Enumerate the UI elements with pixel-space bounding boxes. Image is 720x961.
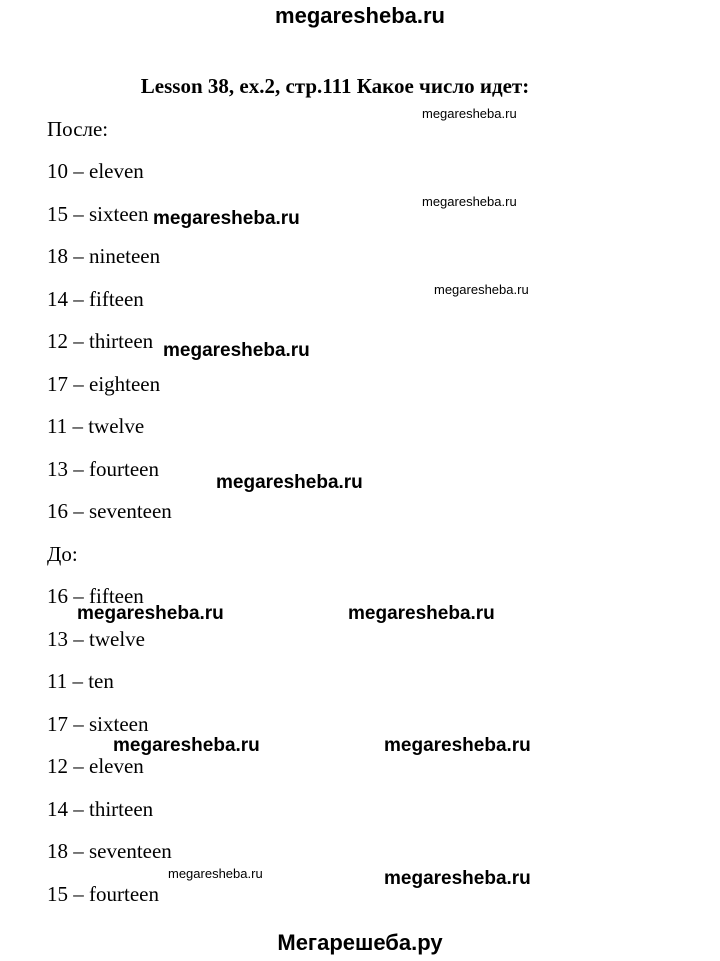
watermark: megaresheba.ru [113, 735, 260, 756]
before-item: 15 – fourteen [47, 882, 159, 906]
watermark: megaresheba.ru [384, 735, 531, 756]
before-item: 13 – twelve [47, 627, 145, 651]
after-item: 18 – nineteen [47, 244, 161, 268]
before-item: 16 – fifteen [47, 584, 144, 608]
after-item: 15 – sixteen [47, 202, 149, 226]
after-item: 16 – seventeen [47, 499, 172, 523]
after-item: 11 – twelve [47, 414, 145, 438]
after-item: 12 – thirteen [47, 329, 154, 353]
watermark: megaresheba.ru [422, 194, 517, 209]
before-item: 11 – ten [47, 669, 114, 693]
after-section-label: После: [47, 117, 109, 141]
watermark: megaresheba.ru [163, 340, 310, 361]
watermark: megaresheba.ru [77, 603, 224, 624]
before-section-label: До: [47, 542, 78, 566]
before-item: 12 – eleven [47, 754, 144, 778]
site-footer: Мегарешеба.ру [277, 930, 443, 955]
site-header: megaresheba.ru [275, 3, 445, 28]
before-item: 17 – sixteen [47, 712, 149, 736]
after-item: 10 – eleven [47, 159, 144, 183]
watermark: megaresheba.ru [216, 472, 363, 493]
after-item: 17 – eighteen [47, 372, 161, 396]
watermark: megaresheba.ru [348, 603, 495, 624]
after-item: 14 – fifteen [47, 287, 144, 311]
watermark: megaresheba.ru [153, 208, 300, 229]
watermark: megaresheba.ru [434, 282, 529, 297]
after-item: 13 – fourteen [47, 457, 159, 481]
before-item: 14 – thirteen [47, 797, 154, 821]
watermark: megaresheba.ru [384, 868, 531, 889]
watermark: megaresheba.ru [422, 106, 517, 121]
lesson-title: Lesson 38, ex.2, стр.111 Какое число идет: [140, 74, 530, 98]
before-item: 18 – seventeen [47, 839, 172, 863]
watermark: megaresheba.ru [168, 866, 263, 881]
